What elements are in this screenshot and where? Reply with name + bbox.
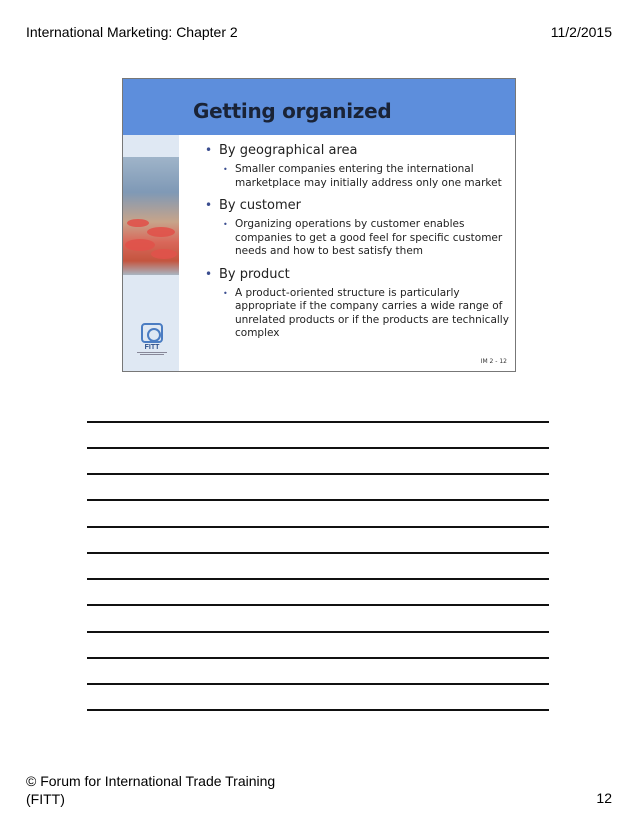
slide-body: [205, 143, 509, 349]
notes-line: [87, 499, 549, 501]
sidebar-photo: [123, 157, 179, 275]
header-title: International Marketing: Chapter 2: [26, 24, 238, 40]
notes-line: [87, 631, 549, 633]
bullet-heading: • By geographical area: [205, 143, 509, 158]
bullet-heading: • By customer: [205, 198, 509, 213]
notes-line: [87, 578, 549, 580]
notes-line: [87, 473, 549, 475]
notes-line: [87, 421, 549, 423]
sidebar-header-block: [123, 79, 179, 135]
fitt-logo-text: FITT: [144, 344, 160, 351]
header-date: 11/2/2015: [550, 24, 612, 40]
fitt-logo-subtext: [135, 352, 169, 355]
slide-sidebar: [123, 79, 179, 371]
notes-line: [87, 526, 549, 528]
notes-line: [87, 447, 549, 449]
bullet-detail: • A product-oriented structure is particularly appropriate if the company carries a wide range of unrelated products or if the products are technically complex: [205, 287, 509, 341]
footer-copyright-line: © Forum for International Trade Training: [26, 773, 276, 789]
slide-title: Getting organized: [193, 99, 392, 123]
notes-line: [87, 552, 549, 554]
fitt-logo-icon: [141, 323, 163, 343]
bullet-detail: • Smaller companies entering the international marketplace may initially address only one market: [205, 163, 509, 190]
notes-line: [87, 657, 549, 659]
slide-thumbnail: [122, 78, 516, 372]
page-number: 12: [596, 790, 612, 806]
notes-line: [87, 683, 549, 685]
bullet-detail: • Organizing operations by customer enables companies to get a good feel for specific customer needs and how to best satisfy them: [205, 218, 509, 259]
slide-title-bar: [179, 79, 515, 135]
fitt-logo: [135, 323, 169, 363]
slide-number: IM 2 - 12: [480, 358, 507, 365]
footer-copyright-line: (FITT): [26, 791, 65, 807]
bullet-heading: • By product: [205, 267, 509, 282]
notes-line: [87, 604, 549, 606]
footer-copyright: [26, 772, 275, 808]
notes-line: [87, 709, 549, 711]
